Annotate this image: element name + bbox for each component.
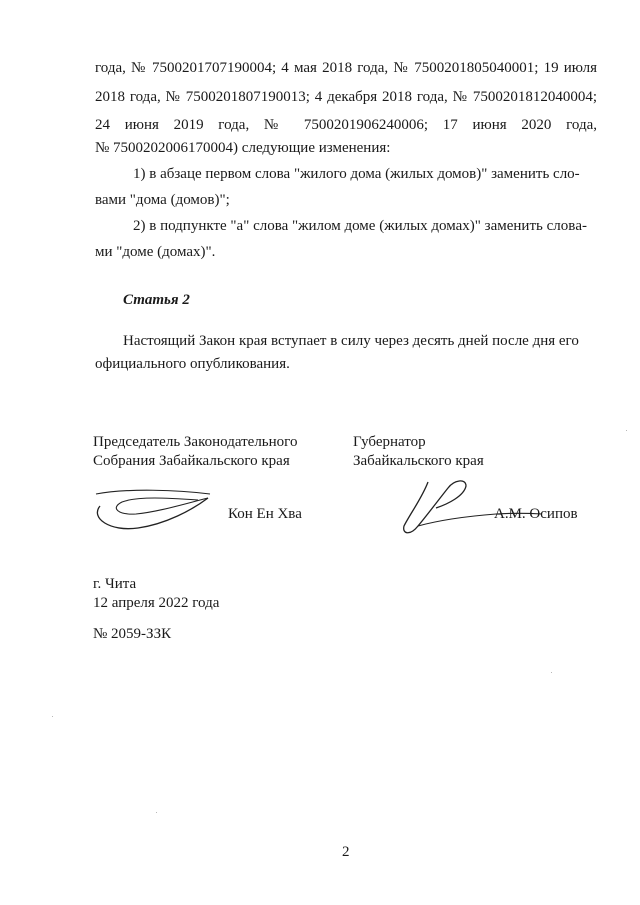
body-line-3: 24 июня 2019 года, № 7500201906240006; 17 июня 2020 года, [95,117,597,133]
article-text-line-2: официального опубликования. [95,356,290,372]
right-signatory-title-2: Забайкальского края [353,453,484,469]
scan-speck [156,812,157,813]
left-signatory-title-2: Собрания Забайкальского края [93,453,290,469]
article-text-line-1: Настоящий Закон края вступает в силу через десять дней после дня его [123,333,579,349]
body-line-6: вами "дома (домов)"; [95,192,230,208]
law-number: № 2059-ЗЗК [93,626,172,642]
body-line-4: № 7500202006170004) следующие изменения: [95,140,391,156]
left-signatory-title-1: Председатель Законодательного [93,434,298,450]
scan-speck [52,716,53,717]
body-line-5: 1) в абзаце первом слова "жилого дома (жилых домов)" заменить сло- [133,166,580,182]
body-line-2: 2018 года, № 7500201807190013; 4 декабря 2018 года, № 7500201812040004; [95,89,597,105]
left-signatory-name: Кон Ен Хва [228,506,302,522]
scan-speck [551,672,552,673]
left-handwritten-signature [88,484,218,536]
body-line-1: года, № 7500201707190004; 4 мая 2018 года, № 7500201805040001; 19 июля [95,60,597,76]
body-line-8: ми "доме (домах)". [95,244,216,260]
place: г. Чита [93,576,137,592]
signing-date: 12 апреля 2022 года [93,595,220,611]
body-line-7: 2) в подпункте "а" слова "жилом доме (жилых домах)" заменить словa- [133,218,587,234]
right-signatory-name: А.М. Осипов [494,506,578,522]
article-heading: Статья 2 [123,292,190,308]
page-number: 2 [342,844,350,860]
right-signatory-title-1: Губернатор [353,434,426,450]
scan-speck [626,430,627,431]
